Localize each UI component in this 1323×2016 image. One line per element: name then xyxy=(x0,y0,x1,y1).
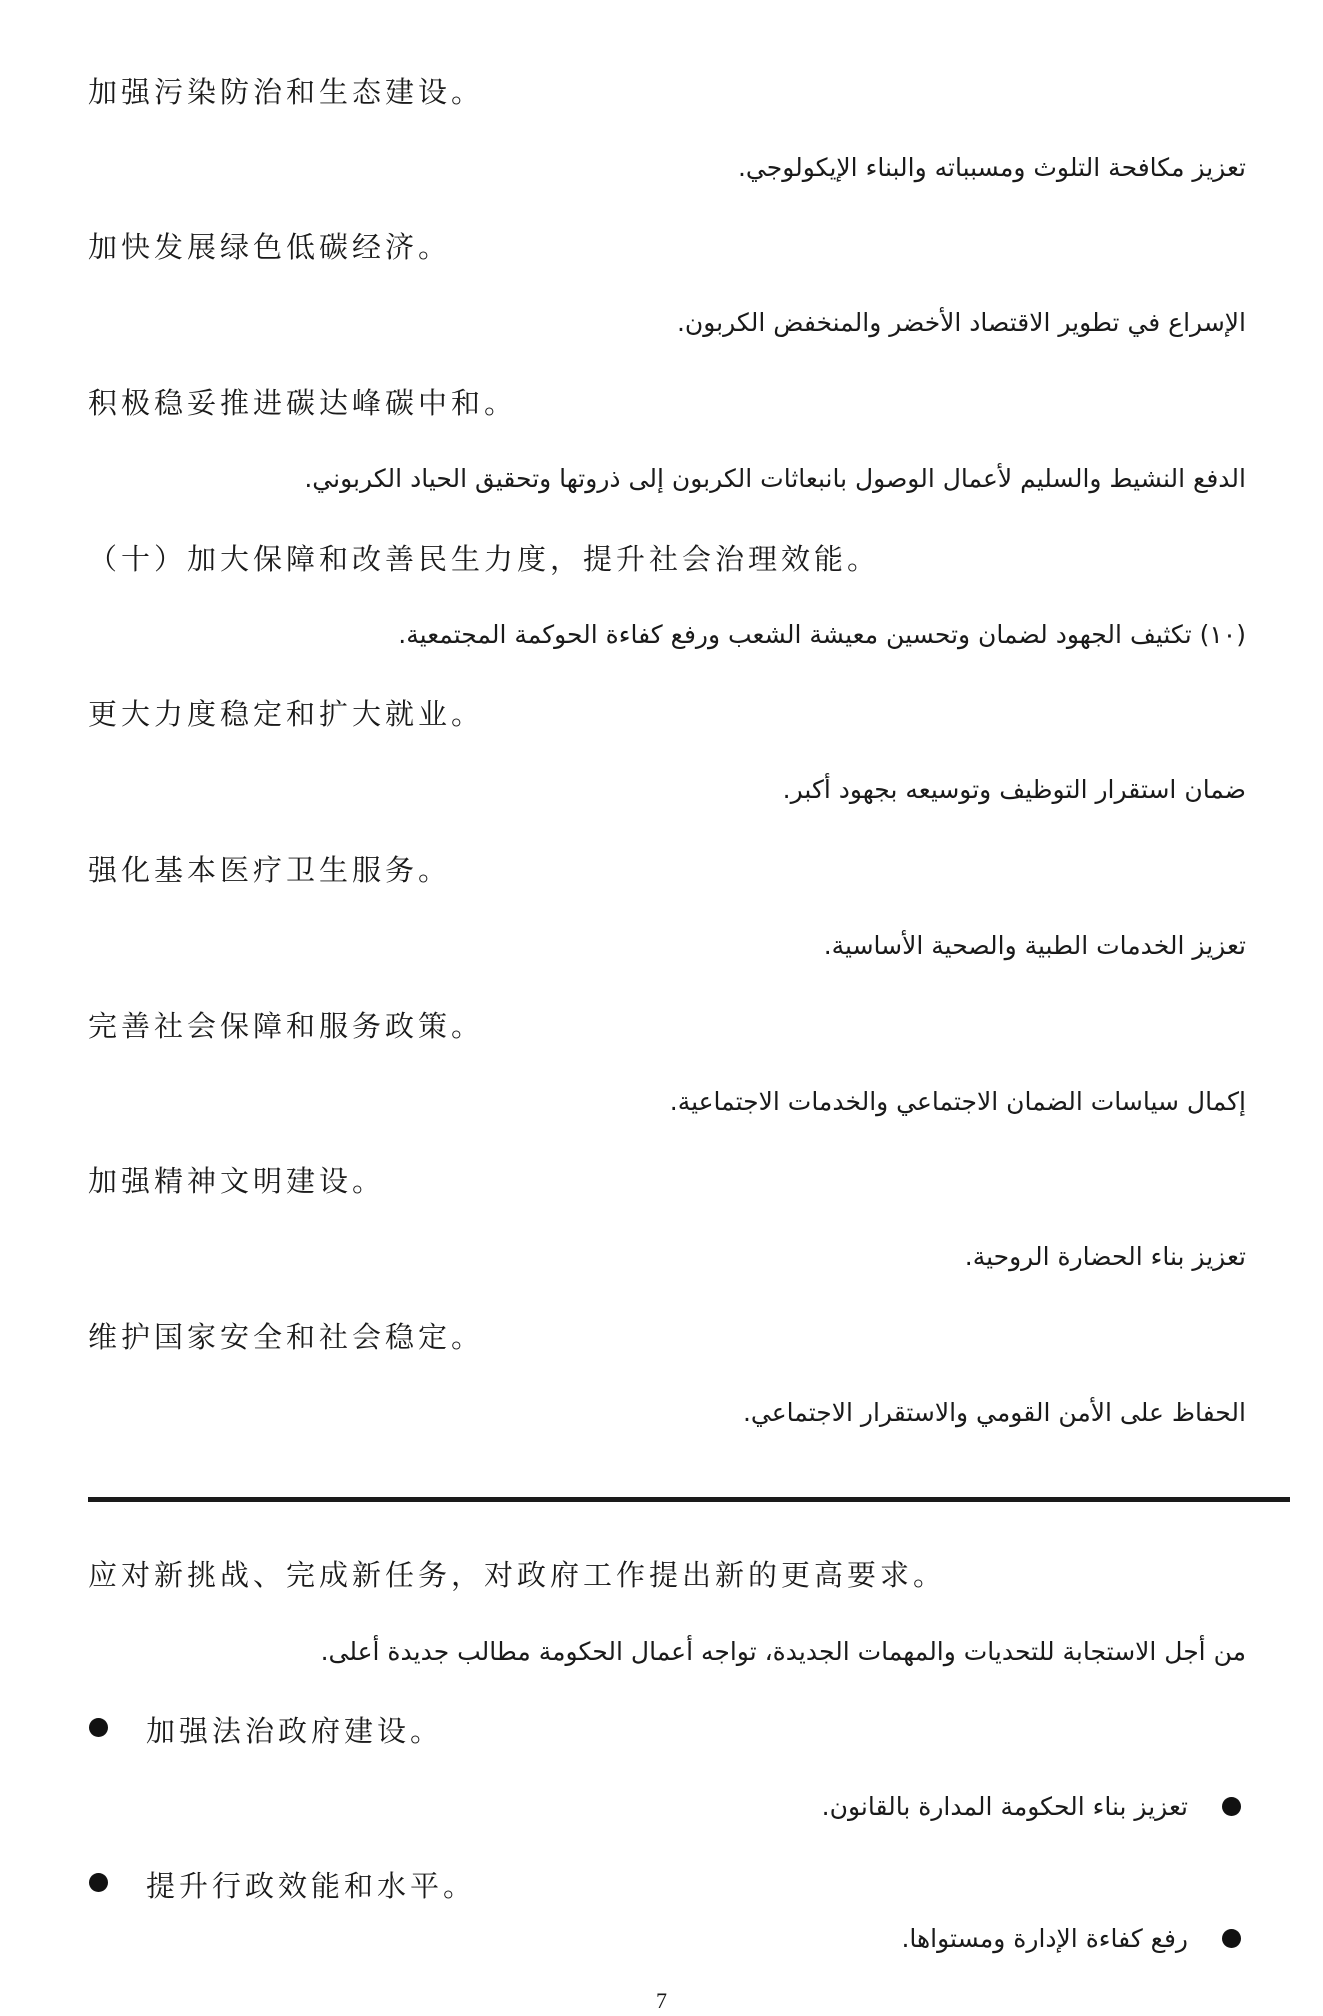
ar-line-2: الإسراع في تطوير الاقتصاد الأخضر والمنخفض الكربون. xyxy=(676,308,1246,337)
ar-intro: من أجل الاستجابة للتحديات والمهمات الجديدة، تواجه أعمال الحكومة مطالب جديدة أعلى. xyxy=(320,1637,1246,1666)
ar-bullet-1: تعزيز بناء الحكومة المدارة بالقانون. xyxy=(821,1792,1188,1821)
horizontal-rule xyxy=(88,1497,1290,1502)
page-number: 7 xyxy=(656,1988,667,2013)
bullet-icon xyxy=(1222,1797,1241,1816)
zh-section-heading: （十）加大保障和改善民生力度，提升社会治理效能。 xyxy=(88,542,881,576)
bullet-icon xyxy=(89,1873,108,1892)
ar-line-3: الدفع النشيط والسليم لأعمال الوصول بانبعاثات الكربون إلى ذروتها وتحقيق الحياد الكربوني. xyxy=(304,464,1246,493)
ar-line-7: إكمال سياسات الضمان الاجتماعي والخدمات الاجتماعية. xyxy=(669,1087,1246,1116)
zh-line-8: 加强精神文明建设。 xyxy=(88,1164,386,1198)
ar-bullet-2: رفع كفاءة الإدارة ومستواها. xyxy=(901,1924,1188,1953)
zh-line-6: 强化基本医疗卫生服务。 xyxy=(88,853,452,887)
zh-line-2: 加快发展绿色低碳经济。 xyxy=(88,230,452,264)
zh-bullet-2: 提升行政效能和水平。 xyxy=(146,1869,477,1903)
zh-line-9: 维护国家安全和社会稳定。 xyxy=(88,1320,485,1354)
ar-line-9: الحفاظ على الأمن القومي والاستقرار الاجتماعي. xyxy=(742,1398,1246,1427)
bullet-icon xyxy=(89,1718,108,1737)
ar-line-1: تعزيز مكافحة التلوث ومسبباته والبناء الإيكولوجي. xyxy=(737,153,1246,182)
zh-line-1: 加强污染防治和生态建设。 xyxy=(88,75,485,109)
zh-line-3: 积极稳妥推进碳达峰碳中和。 xyxy=(88,386,518,420)
zh-line-7: 完善社会保障和服务政策。 xyxy=(88,1009,485,1043)
zh-intro: 应对新挑战、完成新任务，对政府工作提出新的更高要求。 xyxy=(88,1558,947,1592)
ar-section-heading: (١٠) تكثيف الجهود لضمان وتحسين معيشة الشعب ورفع كفاءة الحوكمة المجتمعية. xyxy=(398,620,1246,649)
bullet-icon xyxy=(1222,1929,1241,1948)
zh-line-5: 更大力度稳定和扩大就业。 xyxy=(88,697,485,731)
ar-line-5: ضمان استقرار التوظيف وتوسيعه بجهود أكبر. xyxy=(782,775,1246,804)
ar-line-6: تعزيز الخدمات الطبية والصحية الأساسية. xyxy=(823,931,1246,960)
zh-bullet-1: 加强法治政府建设。 xyxy=(146,1714,444,1748)
ar-line-8: تعزيز بناء الحضارة الروحية. xyxy=(964,1242,1246,1271)
